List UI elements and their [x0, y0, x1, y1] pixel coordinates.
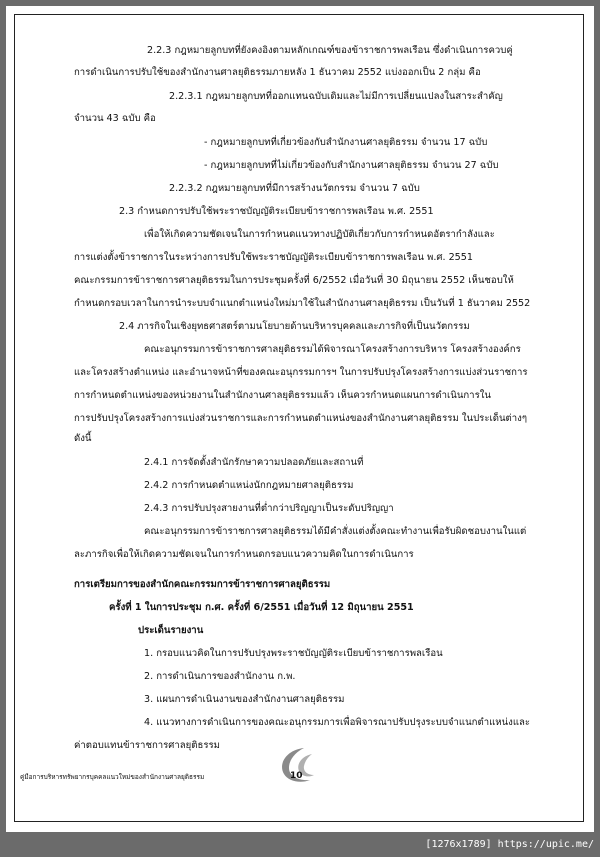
- list-item: 4. แนวทางการดำเนินการของคณะอนุกรรมการเพื่อพิจารณาปรับปรุงระบบจำแนกตำแหน่งและ: [144, 717, 531, 728]
- subheading: ประเด็นรายงาน: [138, 625, 204, 636]
- text-line: การกำหนดตำแหน่งของหน่วยงานในสำนักงานศาลยุติธรรมแล้ว เห็นควรกำหนดแผนการดำเนินการใน: [74, 390, 491, 401]
- list-item: 2. การดำเนินการของสำนักงาน ก.พ.: [144, 671, 296, 682]
- page-number: 10: [290, 771, 303, 781]
- document-page: [6, 6, 594, 832]
- text-line: ดังนี้: [74, 433, 92, 444]
- text-line: จำนวน 43 ฉบับ คือ: [74, 113, 156, 124]
- watermark-bar: [0, 834, 600, 857]
- text-line: 2.2.3 กฎหมายลูกบทที่ยังคงอิงตามหลักเกณฑ์ของข้าราชการพลเรือน ซึ่งดำเนินการควบคู่: [147, 45, 513, 56]
- text-line: การดำเนินการปรับใช้ของสำนักงานศาลยุติธรรมภายหลัง 1 ธันวาคม 2552 แบ่งออกเป็น 2 กลุ่ม คือ: [74, 67, 481, 78]
- text-line: การแต่งตั้งข้าราชการในระหว่างการปรับใช้พระราชบัญญัติระเบียบข้าราชการพลเรือน พ.ศ. 2551: [74, 252, 473, 263]
- list-item: 2.4.1 การจัดตั้งสำนักรักษาความปลอดภัยและสถานที่: [144, 457, 364, 468]
- text-line: ละภารกิจเพื่อให้เกิดความชัดเจนในการกำหนดกรอบแนวความคิดในการดำเนินการ: [74, 549, 414, 560]
- text-line: เพื่อให้เกิดความชัดเจนในการกำหนดแนวทางปฏิบัติเกี่ยวกับการกำหนดอัตรากำลังและ: [144, 229, 495, 240]
- section-heading: 2.3 กำหนดการปรับใช้พระราชบัญญัติระเบียบข้าราชการพลเรือน พ.ศ. 2551: [119, 206, 434, 217]
- footer-text: คู่มือการบริหารทรัพยากรบุคคลแนวใหม่ของสำนักงานศาลยุติธรรม: [20, 773, 205, 781]
- list-item: 3. แผนการดำเนินงานของสำนักงานศาลยุติธรรม: [144, 694, 345, 705]
- list-item: 2.4.2 การกำหนดตำแหน่งนักกฎหมายศาลยุติธรรม: [144, 480, 354, 491]
- text-line: คณะอนุกรรมการข้าราชการศาลยุติธรรมได้พิจารณาโครงสร้างการบริหาร โครงสร้างองค์กร: [144, 344, 521, 355]
- text-line: 2.2.3.2 กฎหมายลูกบทที่มีการสร้างนวัตกรรม จำนวน 7 ฉบับ: [169, 183, 420, 194]
- watermark-text: [1276x1789] https://upic.me/: [425, 839, 594, 850]
- text-line: คณะอนุกรรมการข้าราชการศาลยุติธรรมได้มีคำสั่งแต่งตั้งคณะทำงานเพื่อรับผิดชอบงานในแต่: [144, 526, 527, 537]
- meeting-heading: ครั้งที่ 1 ในการประชุม ก.ศ. ครั้งที่ 6/2551 เมื่อวันที่ 12 มิถุนายน 2551: [109, 602, 414, 613]
- bold-heading: การเตรียมการของสำนักคณะกรรมการข้าราชการศาลยุติธรรม: [74, 579, 331, 590]
- text-line: กำหนดกรอบเวลาในการนำระบบจำแนกตำแหน่งใหม่มาใช้ในสำนักงานศาลยุติธรรม เป็นวันที่ 1 ธันวาคม 2552: [74, 298, 531, 309]
- list-item: 2.4.3 การปรับปรุงสายงานที่ต่ำกว่าปริญญาเป็นระดับปริญญา: [144, 503, 394, 514]
- text-line: และโครงสร้างตำแหน่ง และอำนาจหน้าที่ของคณะอนุกรรมการฯ ในการปรับปรุงโครงสร้างการแบ่งส่วนราชการ: [74, 367, 528, 378]
- text-line: - กฎหมายลูกบทที่เกี่ยวข้องกับสำนักงานศาลยุติธรรม จำนวน 17 ฉบับ: [204, 137, 488, 148]
- text-line: การปรับปรุงโครงสร้างการแบ่งส่วนราชการและการกำหนดตำแหน่งของสำนักงานศาลยุติธรรม ในประเด็นต่างๆ: [74, 413, 527, 424]
- text-line: 2.2.3.1 กฎหมายลูกบทที่ออกแทนฉบับเดิมและไม่มีการเปลี่ยนแปลงในสาระสำคัญ: [169, 91, 503, 102]
- text-line: - กฎหมายลูกบทที่ไม่เกี่ยวข้องกับสำนักงานศาลยุติธรรม จำนวน 27 ฉบับ: [204, 160, 499, 171]
- section-heading: 2.4 ภารกิจในเชิงยุทธศาสตร์ตามนโยบายด้านบริหารบุคคลและภารกิจที่เป็นนวัตกรรม: [119, 321, 470, 332]
- text-line: คณะกรรมการข้าราชการศาลยุติธรรมในการประชุมครั้งที่ 6/2552 เมื่อวันที่ 30 มิถุนายน 2552 เห็นชอบให้: [74, 275, 514, 286]
- text-line: ค่าตอบแทนข้าราชการศาลยุติธรรม: [74, 740, 220, 751]
- list-item: 1. กรอบแนวคิดในการปรับปรุงพระราชบัญญัติระเบียบข้าราชการพลเรือน: [144, 648, 443, 659]
